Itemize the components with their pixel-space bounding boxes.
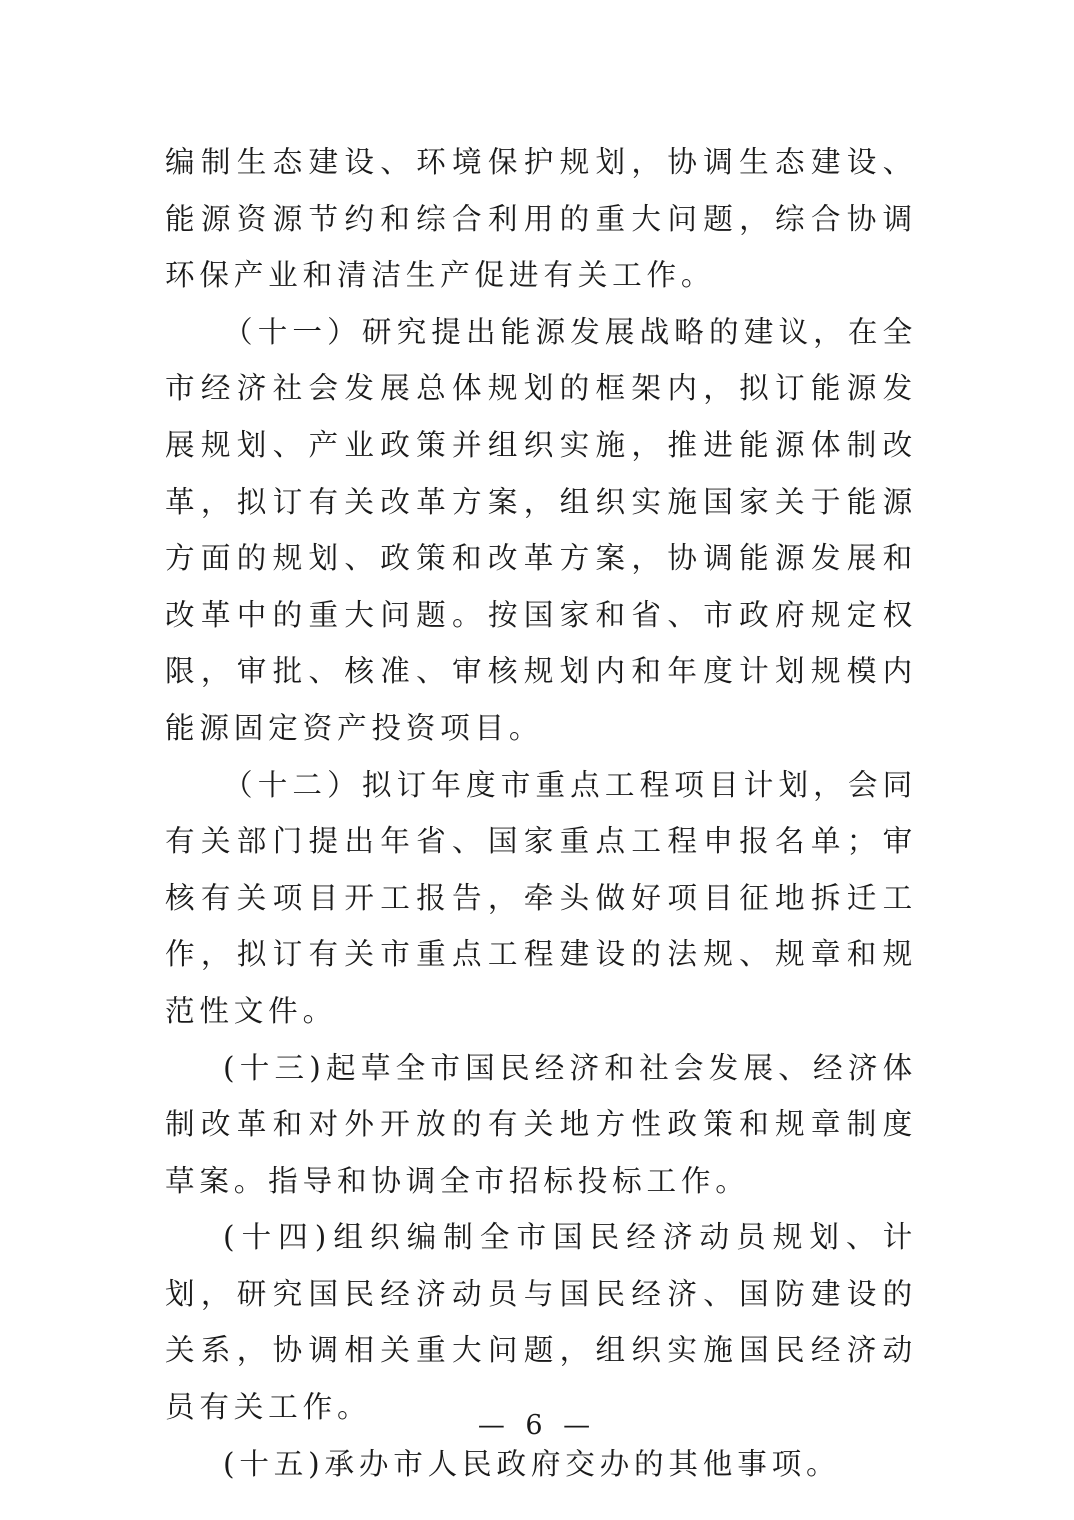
paragraph-item-11: （十一）研究提出能源发展战略的建议，在全市经济社会发展总体规划的框架内，拟订能源发展规划、产业政策并组织实施，推进能源体制改革，拟订有关改革方案，组织实施国家关于能源方面的规划、政策和改革方案，协调能源发展和改革中的重大问题。按国家和省、市政府规定权限，审批、核准、审核规划内和年度计划规模内能源固定资产投资项目。 — [165, 314, 917, 745]
page-number: — 6 — — [477, 1410, 597, 1441]
paragraph-item-14: (十四)组织编制全市国民经济动员规划、计划，研究国民经济动员与国民经济、国防建设的关系，协调相关重大问题，组织实施国民经济动员有关工作。 — [165, 1220, 917, 1425]
paragraph-item-15: (十五)承办市人民政府交办的其他事项。 — [223, 1446, 841, 1481]
paragraph-continuation: 编制生态建设、环境保护规划，协调生态建设、能源资源节约和综合利用的重大问题，综合协调环保产业和清洁生产促进有关工作。 — [165, 145, 917, 293]
paragraph-item-13: (十三)起草全市国民经济和社会发展、经济体制改革和对外开放的有关地方性政策和规章制度草案。指导和协调全市招标投标工作。 — [165, 1050, 917, 1198]
paragraph-item-12: （十二）拟订年度市重点工程项目计划，会同有关部门提出年省、国家重点工程申报名单；审核有关项目开工报告，牵头做好项目征地拆迁工作，拟订有关市重点工程建设的法规、规章和规范性文件。 — [165, 767, 917, 1028]
body-text — [165, 134, 917, 1492]
